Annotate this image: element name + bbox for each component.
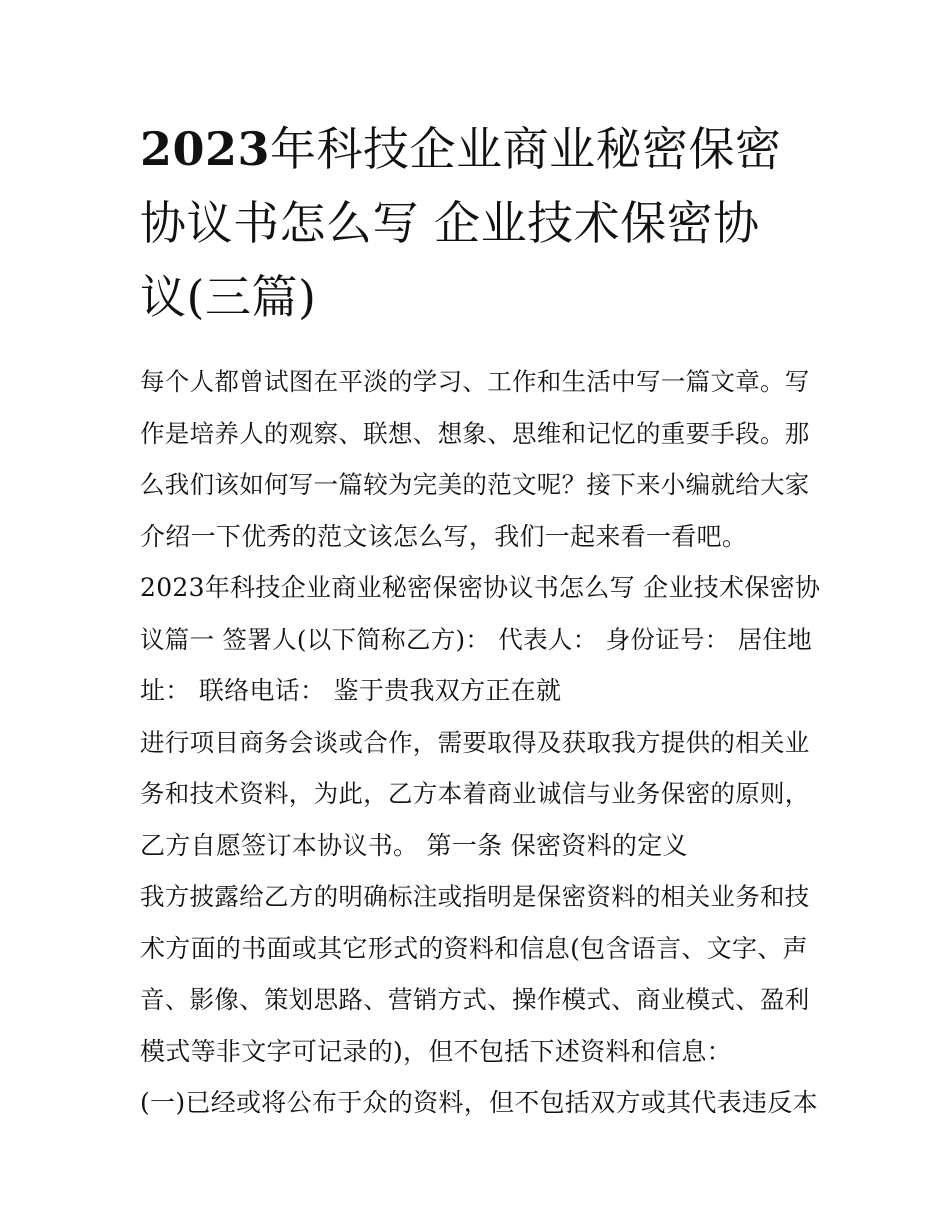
text-line: 音、影像、策划思路、营销方式、操作模式、商业模式、盈利 bbox=[140, 985, 810, 1014]
agreement-heading-paragraph bbox=[140, 562, 820, 717]
text-line: 务和技术资料，为此，乙方本着商业诚信与业务保密的原则， bbox=[140, 779, 810, 808]
text-line: 2023年科技企业商业秘密保密协议书怎么写 企业技术保密协 bbox=[140, 573, 821, 602]
document-title bbox=[140, 112, 820, 334]
text-line: 址： 联络电话： 鉴于贵我双方正在就 bbox=[140, 676, 562, 705]
text-line: 作是培养人的观察、联想、想象、思维和记忆的重要手段。那 bbox=[140, 418, 810, 448]
intro-paragraph bbox=[140, 356, 820, 562]
title-line: 2023年科技企业商业秘密保密 bbox=[140, 122, 782, 176]
exclusion-paragraph bbox=[140, 1077, 820, 1129]
text-line: 我方披露给乙方的明确标注或指明是保密资料的相关业务和技 bbox=[140, 882, 810, 911]
text-line: 术方面的书面或其它形式的资料和信息(包含语言、文字、声 bbox=[140, 933, 808, 963]
document-body bbox=[140, 356, 820, 1129]
text-line: 模式等非文字可记录的)，但不包括下述资料和信息： bbox=[140, 1036, 732, 1066]
text-line: 进行项目商务会谈或合作，需要取得及获取我方提供的相关业 bbox=[140, 727, 810, 757]
text-line: 介绍一下优秀的范文该怎么写，我们一起来看一看吧。 bbox=[140, 521, 748, 551]
title-line: 协议书怎么写 企业技术保密协 bbox=[140, 196, 760, 250]
text-line: 乙方自愿签订本协议书。 第一条 保密资料的定义 bbox=[140, 830, 688, 860]
definition-paragraph bbox=[140, 871, 820, 1077]
text-line: 么我们该如何写一篇较为完美的范文呢？接下来小编就给大家 bbox=[140, 470, 810, 499]
text-line: 议篇一 签署人(以下简称乙方)： 代表人： 身份证号： 居住地 bbox=[140, 624, 813, 654]
purpose-paragraph bbox=[140, 717, 820, 872]
text-line: 每个人都曾试图在平淡的学习、工作和生活中写一篇文章。写 bbox=[140, 367, 810, 396]
text-line: (一)已经或将公布于众的资料，但不包括双方或其代表违反本 bbox=[140, 1088, 818, 1117]
title-line: 议(三篇) bbox=[140, 270, 317, 324]
